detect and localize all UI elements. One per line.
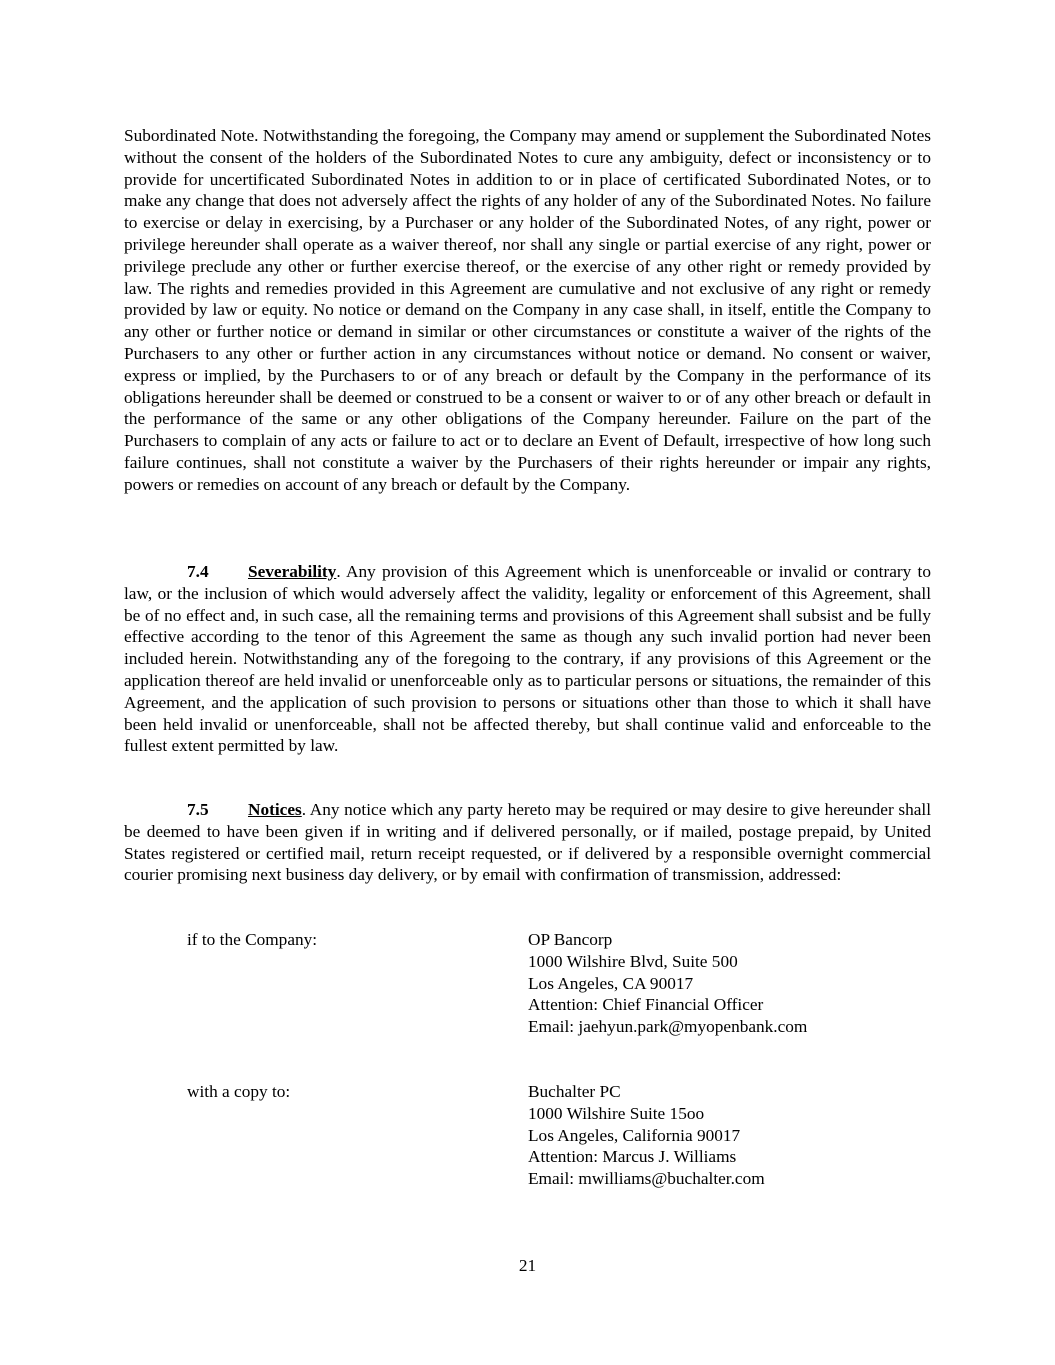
section-title: Notices — [248, 800, 302, 819]
section-title: Severability — [248, 562, 337, 581]
notice-address-block — [528, 929, 948, 1038]
address-line: Attention: Marcus J. Williams — [528, 1147, 737, 1167]
section-number: 7.5 — [187, 800, 209, 819]
address-line: 1000 Wilshire Blvd, Suite 500 — [528, 951, 738, 971]
section-severability — [124, 561, 931, 757]
notice-address-block — [528, 1081, 948, 1190]
section-body: . Any notice which any party hereto may be required or may desire to give hereunder shall be deemed to have been given if in writing and if delivered personally, or if mailed, postage prepaid, by United States registered or certified mail, return receipt requested, or if delivered by a responsible overnight commercial courier promising next business day delivery, or by email with confirmation of transmission, addressed: — [124, 800, 931, 885]
address-line: Los Angeles, CA 90017 — [528, 973, 694, 993]
page-number: 21 — [518, 1256, 537, 1275]
section-body: . Any provision of this Agreement which is unenforceable or invalid or contrary to law, or the inclusion of which would adversely affect the validity, legality or enforcement of this Agreement, shall be of no effect and, in such case, all the remaining terms and provisions of this Agreement shall subsist and be fully effective according to the tenor of this Agreement the same as though any such invalid portion had never been included herein. Notwithstanding any of the foregoing to the contrary, if any provisions of this Agreement or the application thereof are held invalid or unenforceable only as to particular persons or situations, the remainder of this Agreement, and the application of such provision to persons or situations other than those to which it shall have been held invalid or unenforceable, shall not be affected thereby, but shall continue valid and enforceable to the fullest extent permitted by law. — [124, 562, 931, 756]
section-number: 7.4 — [187, 562, 209, 581]
address-line: Attention: Chief Financial Officer — [528, 995, 764, 1015]
address-line: Los Angeles, California 90017 — [528, 1125, 741, 1145]
address-line: OP Bancorp — [528, 930, 613, 949]
notice-label: if to the Company: — [187, 930, 318, 949]
continuation-paragraph: Subordinated Note. Notwithstanding the foregoing, the Company may amend or supplement the Subordinated Notes without the consent of the holders of the Subordinated Notes to cure any ambiguity, defect or inconsistency or to provide for uncertificated Subordinated Notes in addition to or in place of certificated Subordinated Notes, or to make any change that does not adversely affect the rights of any holder of any of the Subordinated Notes. No failure to exercise or delay in exercising, by a Purchaser or any holder of the Subordinated Notes, of any right, power or privilege hereunder shall operate as a waiver thereof, nor shall any single or partial exercise of any right, power or privilege preclude any other or further exercise thereof, or the exercise of any other right or remedy provided by law. The rights and remedies provided in this Agreement are cumulative and not exclusive of any right or remedy provided by law or equity. No notice or demand on the Company in any case shall, in itself, entitle the Company to any other or further notice or demand in similar or other circumstances or constitute a waiver of the rights of the Purchasers to any other or further action in any circumstances without notice or demand. No consent or waiver, express or implied, by the Purchasers to or of any breach or default by the Company in the performance of its obligations hereunder shall be deemed or construed to be a consent or waiver to or of any other breach or default in the performance of the same or any other obligations of the Company hereunder. Failure on the part of the Purchasers to complain of any acts or failure to act or to declare an Event of Default, irrespective of how long such failure continues, shall not constitute a waiver by the Purchasers of their rights hereunder or impair any rights, powers or remedies on account of any breach or default by the Company. — [124, 126, 931, 494]
section-notices — [124, 799, 931, 886]
address-line: Buchalter PC — [528, 1082, 621, 1101]
notice-label: with a copy to: — [187, 1082, 291, 1101]
address-line: 1000 Wilshire Suite 15oo — [528, 1103, 705, 1123]
email-line: Email: mwilliams@buchalter.com — [528, 1169, 765, 1189]
email-line: Email: jaehyun.park@myopenbank.com — [528, 1017, 808, 1037]
